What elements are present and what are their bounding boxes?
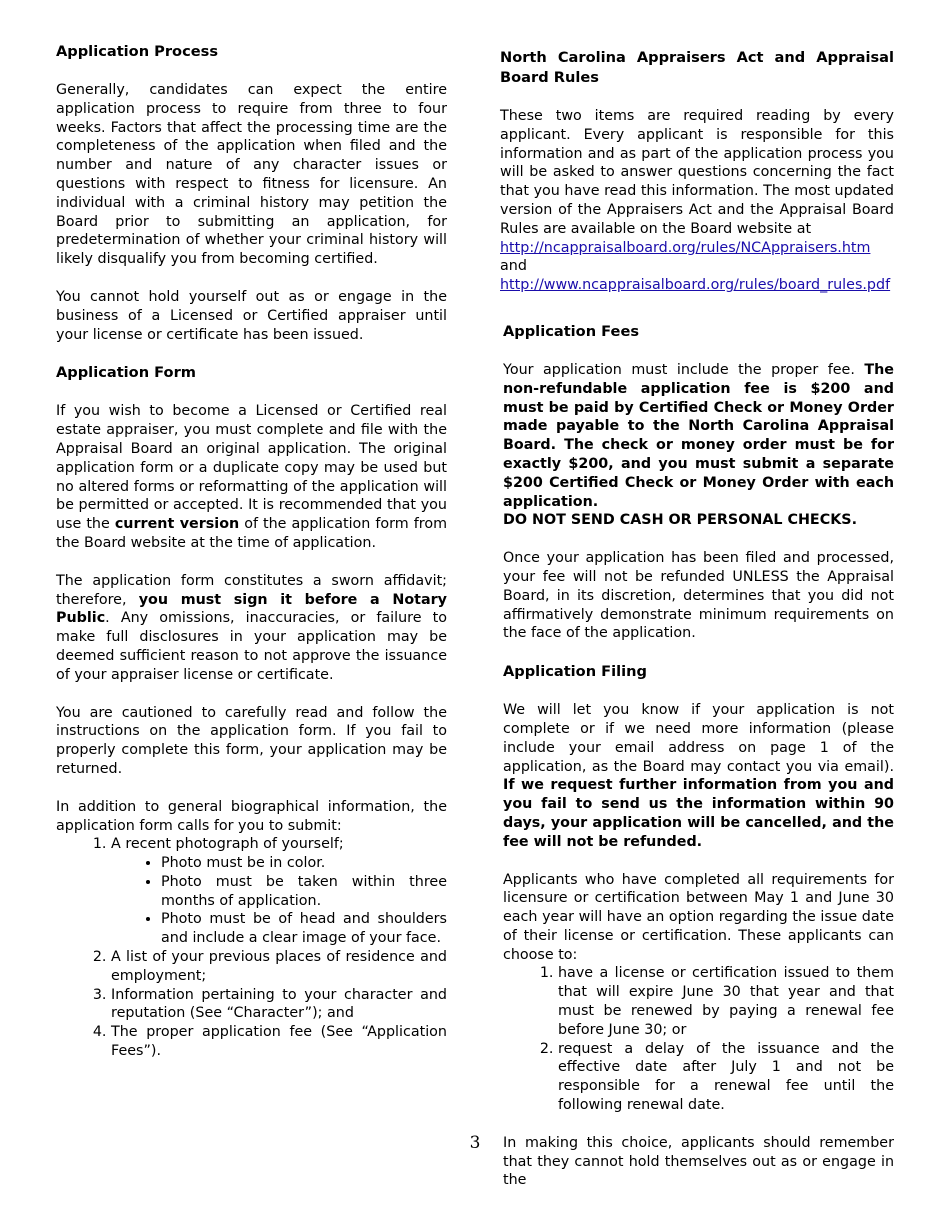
list-item: • Photo must be taken within three months of application.	[161, 873, 447, 911]
submission-list	[56, 835, 447, 1061]
appraisers-act-heading: North Carolina Appraisers Act and Appraisal Board Rules	[500, 49, 894, 86]
list-item: 3. Information pertaining to your character and reputation (See “Character”); and	[111, 986, 447, 1024]
list-item: • Photo must be of head and shoulders and include a clear image of your face.	[161, 910, 447, 948]
list-item: • Photo must be in color.	[161, 854, 447, 873]
application-filing-heading: Application Filing	[503, 663, 647, 681]
right-column	[500, 48, 894, 1209]
application-filing-para3: In making this choice, applicants should remember that they cannot hold themselves out as or engage in the	[503, 1134, 894, 1189]
application-fees-heading: Application Fees	[503, 322, 640, 340]
application-form-para2: The application form constitutes a sworn affidavit; therefore, you must sign it before a Notary Public. Any omissions, inaccuracies, or failure to make full disclosures in your application may be deemed sufficient reason to not approve the issuance of your appraiser license or certificate.	[56, 572, 447, 683]
application-fees-para1: Your application must include the proper fee. The non-refundable application fee is $200 and must be paid by Certified Check or Money Order made payable to the North Carolina Appraisal Board. The check or money order must be for exactly $200, and you must submit a separate $200 Certified Check or Money Order with each application. DO NOT SEND CASH OR PERSONAL CHECKS.	[503, 361, 894, 529]
issue-date-options-list	[503, 964, 894, 1114]
application-process-para1: Generally, candidates can expect the entire application process to require from three to four weeks. Factors that affect the processing time are the completeness of the application when filed and the number and nature of any character issues or questions with respect to fitness for licensure. An individual with a criminal history may petition the Board prior to submitting an application, for predetermination of whether your criminal history will likely disqualify you from becoming certified.	[56, 82, 447, 268]
application-fees-para2: Once your application has been filed and processed, your fee will not be refunded UNLESS the Appraisal Board, in its discretion, determines that you did not affirmatively demonstrate minimum requirements on the face of the application.	[503, 550, 894, 642]
application-form-para3: You are cautioned to carefully read and follow the instructions on the application form. If you fail to properly complete this form, your application may be returned.	[56, 704, 447, 777]
application-filing-para2: Applicants who have completed all requirements for licensure or certification between May 1 and June 30 each year will have an option regarding the issue date of their license or certification. These applicants can choose to:	[503, 871, 894, 963]
application-process-para2: You cannot hold yourself out as or engage in the business of a Licensed or Certified appraiser until your license or certificate has been issued.	[56, 288, 447, 343]
page-number: 3	[469, 1133, 481, 1153]
board-rules-link[interactable]: http://www.ncappraisalboard.org/rules/board_rules.pdf	[500, 277, 891, 294]
list-item: 1. A recent photograph of yourself; • Photo must be in color. • Photo must be taken within three months of application. • Photo must be of head and shoulders and include a clear image of your face.	[111, 835, 447, 948]
and-text: and	[500, 258, 527, 275]
list-item: 2. A list of your previous places of residence and employment;	[111, 948, 447, 986]
application-filing-para1: We will let you know if your application is not complete or if we need more information (please include your email address on page 1 of the application, as the Board may contact you via email). If we request further information from you and you fail to send us the information within 90 days, your application will be cancelled, and the fee will not be refunded.	[503, 702, 894, 850]
application-form-para1: If you wish to become a Licensed or Certified real estate appraiser, you must complete and file with the Appraisal Board an original application. The original application form or a duplicate copy may be used but no altered forms or reformatting of the application will be permitted or accepted. It is recommended that you use the current version of the application form from the Board website at the time of application.	[56, 403, 448, 551]
application-process-heading: Application Process	[56, 43, 219, 60]
appraisers-act-link[interactable]: http://ncappraisalboard.org/rules/NCAppraisers.htm	[500, 239, 871, 256]
left-column	[56, 42, 447, 1061]
list-item: 1. have a license or certification issued to them that will expire June 30 that year and that must be renewed by paying a renewal fee before June 30; or	[558, 964, 894, 1039]
list-item: 2. request a delay of the issuance and the effective date after July 1 and not be responsible for a renewal fee until the following renewal date.	[558, 1040, 894, 1115]
application-form-para4: In addition to general biographical information, the application form calls for you to submit:	[56, 798, 447, 834]
appraisers-act-para: These two items are required reading by every applicant. Every applicant is responsible for this information and as part of the application process you will be asked to answer questions concerning the fact that you have read this information. The most updated version of the Appraisers Act and the Appraisal Board Rules are available on the Board website at	[500, 108, 894, 237]
photo-requirements-list	[111, 854, 447, 948]
list-item: 4. The proper application fee (See “Application Fees”).	[111, 1023, 447, 1061]
application-form-heading: Application Form	[56, 364, 196, 382]
